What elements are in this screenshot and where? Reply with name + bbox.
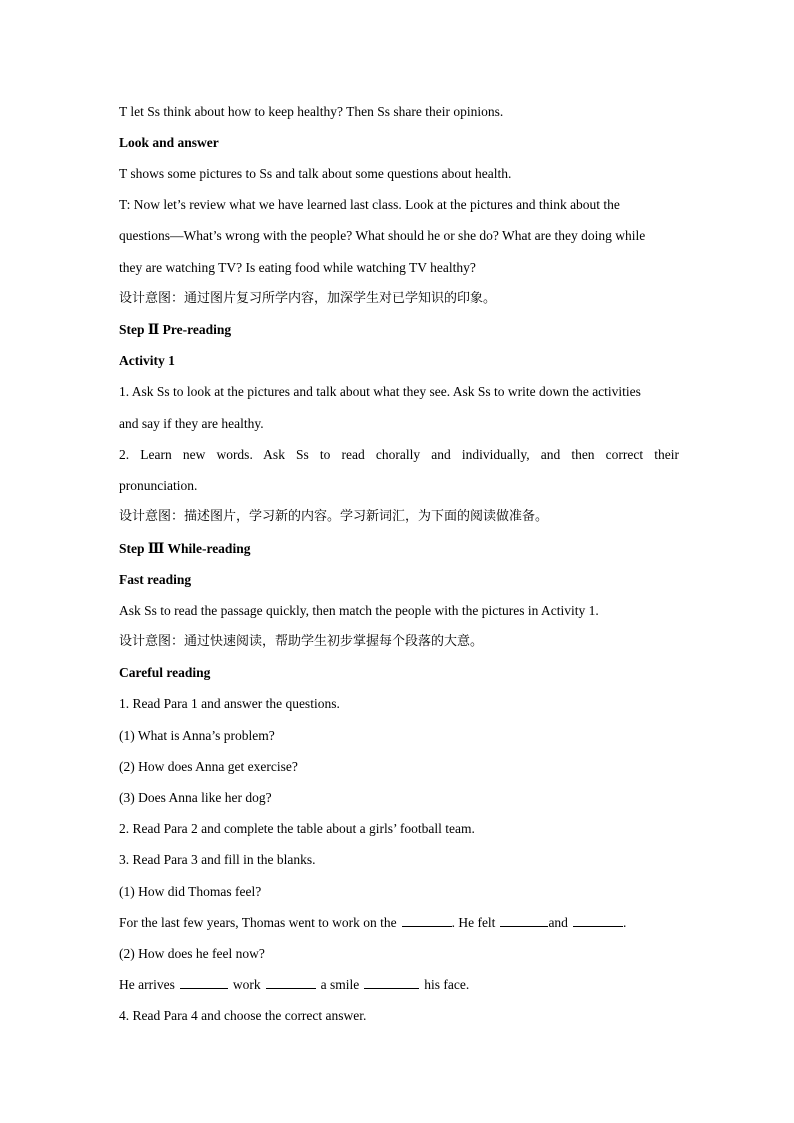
sentence-text: . He felt bbox=[451, 915, 496, 930]
fill-in-sentence bbox=[119, 914, 679, 932]
section-heading-fast-reading: Fast reading bbox=[119, 572, 192, 587]
question-item: (2) How does Anna get exercise? bbox=[119, 759, 298, 774]
design-intent-note: 设计意图：通过快速阅读，帮助学生初步掌握每个段落的大意。 bbox=[119, 634, 484, 649]
answer-blank[interactable] bbox=[573, 914, 623, 927]
paragraph-line: Ask Ss to read the passage quickly, then match the people with the pictures in Activity 1. bbox=[119, 603, 599, 618]
task-item: 4. Read Para 4 and choose the correct answer. bbox=[119, 1008, 367, 1023]
question-item: (2) How does he feel now? bbox=[119, 946, 265, 961]
paragraph-line: and say if they are healthy. bbox=[119, 416, 264, 431]
paragraph-line: T: Now let’s review what we have learned last class. Look at the pictures and think about the bbox=[119, 197, 620, 212]
section-heading-look-and-answer: Look and answer bbox=[119, 135, 219, 150]
question-item: (1) How did Thomas feel? bbox=[119, 884, 262, 899]
answer-blank[interactable] bbox=[180, 976, 228, 989]
answer-blank[interactable] bbox=[266, 976, 316, 989]
task-item: 1. Read Para 1 and answer the questions. bbox=[119, 696, 340, 711]
fill-in-sentence bbox=[119, 976, 679, 994]
step-heading-while-reading: Step Ⅲ While-reading bbox=[119, 541, 251, 556]
sentence-text: He arrives bbox=[119, 977, 175, 992]
paragraph-line: questions—What’s wrong with the people? What should he or she do? What are they doing while bbox=[119, 228, 646, 243]
sentence-text: . bbox=[622, 915, 627, 930]
sentence-text: For the last few years, Thomas went to work on the bbox=[119, 915, 397, 930]
question-item: (3) Does Anna like her dog? bbox=[119, 790, 272, 805]
section-heading-careful-reading: Careful reading bbox=[119, 665, 211, 680]
answer-blank[interactable] bbox=[402, 914, 452, 927]
task-item: 2. Read Para 2 and complete the table about a girls’ football team. bbox=[119, 821, 475, 836]
design-intent-note: 设计意图：描述图片，学习新的内容。学习新词汇，为下面的阅读做准备。 bbox=[119, 509, 549, 524]
sentence-text: a smile bbox=[320, 977, 360, 992]
answer-blank[interactable] bbox=[364, 976, 419, 989]
paragraph-line: 2. Learn new words. Ask Ss to read chorally and individually, and then correct their bbox=[119, 447, 679, 462]
paragraph-line: they are watching TV? Is eating food while watching TV healthy? bbox=[119, 260, 476, 275]
sentence-text: and bbox=[548, 915, 568, 930]
activity-heading: Activity 1 bbox=[119, 353, 175, 368]
task-item: 3. Read Para 3 and fill in the blanks. bbox=[119, 852, 316, 867]
paragraph-line: T shows some pictures to Ss and talk about some questions about health. bbox=[119, 166, 512, 181]
design-intent-note: 设计意图：通过图片复习所学内容，加深学生对已学知识的印象。 bbox=[119, 291, 497, 306]
question-item: (1) What is Anna’s problem? bbox=[119, 728, 275, 743]
step-heading-pre-reading: Step Ⅱ Pre-reading bbox=[119, 322, 232, 337]
sentence-text: work bbox=[232, 977, 261, 992]
paragraph-line: 1. Ask Ss to look at the pictures and talk about what they see. Ask Ss to write down the activities bbox=[119, 384, 641, 399]
intro-instruction: T let Ss think about how to keep healthy? Then Ss share their opinions. bbox=[119, 104, 504, 119]
sentence-text: his face. bbox=[424, 977, 470, 992]
answer-blank[interactable] bbox=[500, 914, 548, 927]
paragraph-line: pronunciation. bbox=[119, 478, 198, 493]
